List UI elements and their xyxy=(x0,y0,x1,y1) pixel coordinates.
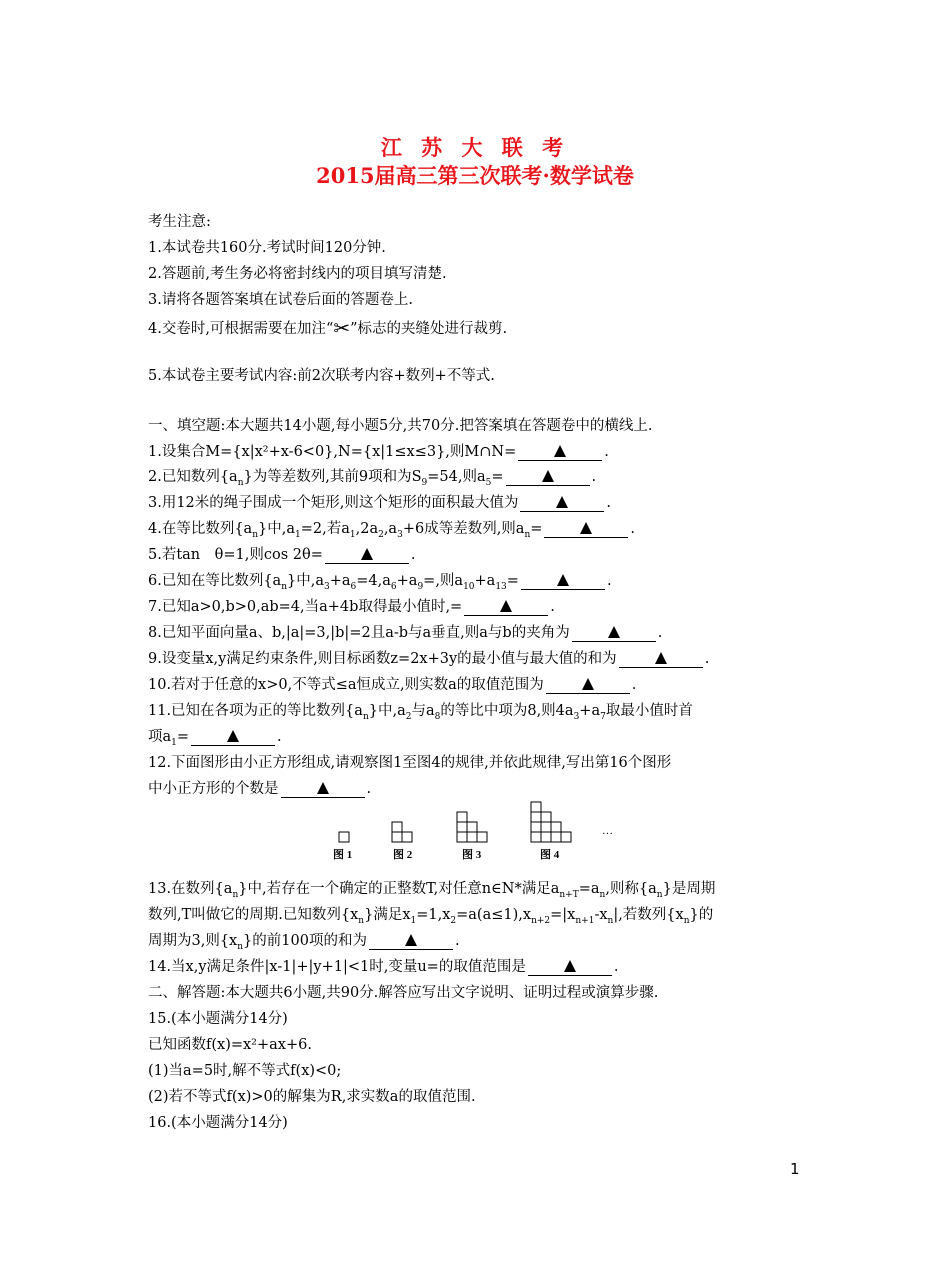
answer-blank xyxy=(520,495,604,512)
question-4: 4.在等比数列$\{a_n\}$中$,a_1=2$,若$a_1,2a_2,a_3+6$成等差数列,则$a_n=$ . xyxy=(148,521,636,540)
question-1: 1.设集合M={x|x²+x-6<0},N={x|1≤x≤3},则M∩N= . xyxy=(148,444,609,460)
question-3: 3.用12米的绳子围成一个矩形,则这个矩形的面积最大值为 . xyxy=(148,495,612,511)
triangle-icon xyxy=(405,934,417,946)
notice-item-5: 5.本试卷主要考试内容:前2次联考内容+数列+不等式. xyxy=(148,368,495,384)
triangle-icon xyxy=(582,678,594,690)
triangle-icon xyxy=(227,730,239,742)
figure-label-1: 图 1 xyxy=(333,849,353,861)
triangle-icon xyxy=(608,626,620,638)
exam-title: 江 苏 大 联 考 xyxy=(380,135,570,160)
answer-blank xyxy=(619,651,703,668)
question-14: 14.当x,y满足条件|x-1|+|y+1|<1时,变量u=的取值范围是 . xyxy=(148,959,619,975)
scissors-icon: ✂ xyxy=(333,316,351,340)
section2-heading: 二、解答题:本大题共6小题,共90分.解答应写出文字说明、证明过程或演算步骤. xyxy=(148,985,659,1001)
triangle-icon xyxy=(655,652,667,664)
triangle-icon xyxy=(554,445,566,457)
triangle-icon xyxy=(500,600,512,612)
question-15-part-1: (1)当a=5时,解不等式f(x)<0; xyxy=(148,1063,342,1079)
question-10: 10.若对于任意的x>0,不等式≤a恒成立,则实数a的取值范围为 . xyxy=(148,677,637,693)
triangle-icon xyxy=(542,470,554,482)
notice-item-1: 1.本试卷共160分.考试时间120分钟. xyxy=(148,240,386,256)
answer-blank xyxy=(528,959,612,976)
question-13-line-3: 周期为3,则$\{x_n\}$的前100项的和为 . xyxy=(148,933,460,952)
question-11-line-2: 项$a_1=$ . xyxy=(148,729,282,748)
square-pattern-figure xyxy=(330,798,650,862)
question-7: 7.已知a>0,b>0,ab=4,当a+4b取得最小值时,= . xyxy=(148,599,555,615)
answer-blank xyxy=(191,729,275,746)
question-15-part-2: (2)若不等式f(x)>0的解集为R,求实数a的取值范围. xyxy=(148,1089,476,1105)
triangle-icon xyxy=(557,574,569,586)
triangle-icon xyxy=(580,522,592,534)
question-11-line-1: 11.已知在各项为正的等比数列$\{a_n\}$中$,a_2$与$a_8$的等比中项为8,则$4a_3+a_7$取最小值时首 xyxy=(148,703,693,722)
figure-ellipsis: … xyxy=(602,825,613,837)
triangle-icon xyxy=(361,548,373,560)
answer-blank xyxy=(464,599,548,616)
answer-blank xyxy=(518,444,602,461)
question-12-line-2: 中小正方形的个数是 . xyxy=(148,781,372,797)
question-5: 5.若tan θ=1,则cos 2θ= . xyxy=(148,547,416,563)
exam-subtitle: 2015届高三第三次联考·数学试卷 xyxy=(316,163,634,188)
question-13-line-1: 13.在数列$\{a_n\}$中,若存在一个确定的正整数T,对任意n∈N*满足$a_{n+T}=a_n$,则称$\{a_n\}$是周期 xyxy=(148,881,716,900)
question-13-line-2: 数列,T叫做它的周期.已知数列$\{x_n\}$满足$x_1=1,x_2=a(a\le 1),x_{n+2}=|x_{n+1}-x_n|$,若数列$\{x_n\}$的 xyxy=(148,907,714,926)
question-16-header: 16.(本小题满分14分) xyxy=(148,1115,288,1131)
triangle-icon xyxy=(564,960,576,972)
answer-blank xyxy=(544,521,628,538)
figure-label-4: 图 4 xyxy=(540,849,560,861)
page-number: 1 xyxy=(790,1160,800,1178)
figure-label-3: 图 3 xyxy=(462,849,482,861)
answer-blank xyxy=(546,677,630,694)
question-12-line-1: 12.下面图形由小正方形组成,请观察图1至图4的规律,并依此规律,写出第16个图形 xyxy=(148,755,672,771)
triangle-icon xyxy=(556,496,568,508)
section1-heading: 一、填空题:本大题共14小题,每小题5分,共70分.把答案填在答题卷中的横线上. xyxy=(148,418,653,434)
answer-blank xyxy=(281,781,365,798)
question-2: 2.已知数列$\{a_n\}$为等差数列,其前9项和为$S_9=54$,则$a_5=$ . xyxy=(148,469,597,488)
question-6: 6.已知在等比数列$\{a_n\}$中$,a_3+a_6=4,a_6+a_9=$,则$a_{10}+a_{13}=$ . xyxy=(148,573,612,592)
notice-item-4: 4.交卷时,可根据需要在加注“✂”标志的夹缝处进行裁剪. xyxy=(148,316,508,340)
answer-blank xyxy=(325,547,409,564)
answer-blank xyxy=(506,469,590,486)
question-9: 9.设变量x,y满足约束条件,则目标函数z=2x+3y的最小值与最大值的和为 . xyxy=(148,651,710,667)
answer-blank xyxy=(572,625,656,642)
notice-item-2: 2.答题前,考生务必将密封线内的项目填写清楚. xyxy=(148,266,447,282)
figure-label-2: 图 2 xyxy=(393,849,413,861)
question-15-stem: 已知函数f(x)=x²+ax+6. xyxy=(148,1037,312,1053)
answer-blank xyxy=(369,933,453,950)
question-15-header: 15.(本小题满分14分) xyxy=(148,1011,288,1027)
question-8: 8.已知平面向量a、b,|a|=3,|b|=2且a-b与a垂直,则a与b的夹角为 . xyxy=(148,625,663,641)
triangle-icon xyxy=(317,782,329,794)
notice-item-3: 3.请将各题答案填在试卷后面的答题卷上. xyxy=(148,292,413,308)
answer-blank xyxy=(521,573,605,590)
notice-heading: 考生注意: xyxy=(148,214,211,230)
